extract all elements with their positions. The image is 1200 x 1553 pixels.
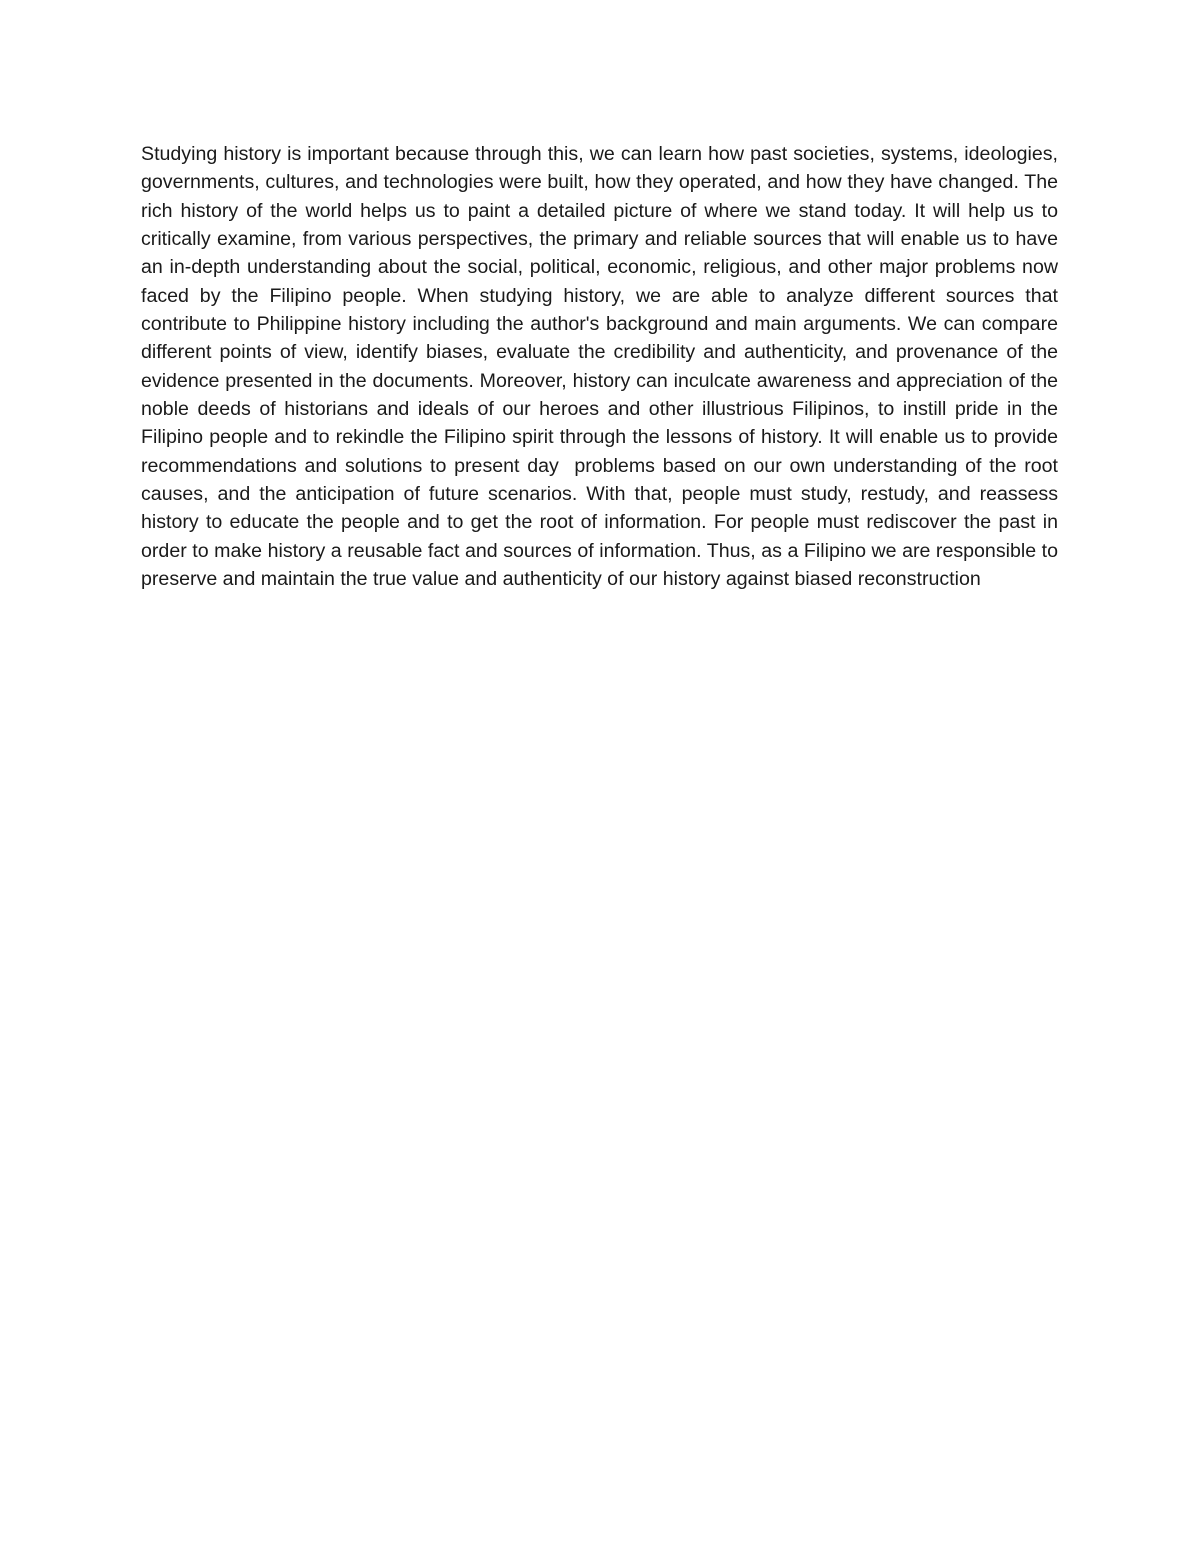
essay-paragraph: Studying history is important because through this, we can learn how past societies, systems, ideologies, governments, cultures, and technologies were built, how they operated, and how they have changed. The rich history of the world helps us to paint a detailed picture of where we stand today. It will help us to critically examine, from various perspectives, the primary and reliable sources that will enable us to have an in-depth understanding about the social, political, economic, religious, and other major problems now faced by the Filipino people. When studying history, we are able to analyze different sources that contribute to Philippine history including the author's background and main arguments. We can compare different points of view, identify biases, evaluate the credibility and authenticity, and provenance of the evidence presented in the documents. Moreover, history can inculcate awareness and appreciation of the noble deeds of historians and ideals of our heroes and other illustrious Filipinos, to instill pride in the Filipino people and to rekindle the Filipino spirit through the lessons of history. It will enable us to provide recommendations and solutions to present day problems based on our own understanding of the root causes, and the anticipation of future scenarios. With that, people must study, restudy, and reassess history to educate the people and to get the root of information. For people must rediscover the past in order to make history a reusable fact and sources of information. Thus, as a Filipino we are responsible to preserve and maintain the true value and authenticity of our history against biased reconstruction: [141, 143, 1064, 591]
